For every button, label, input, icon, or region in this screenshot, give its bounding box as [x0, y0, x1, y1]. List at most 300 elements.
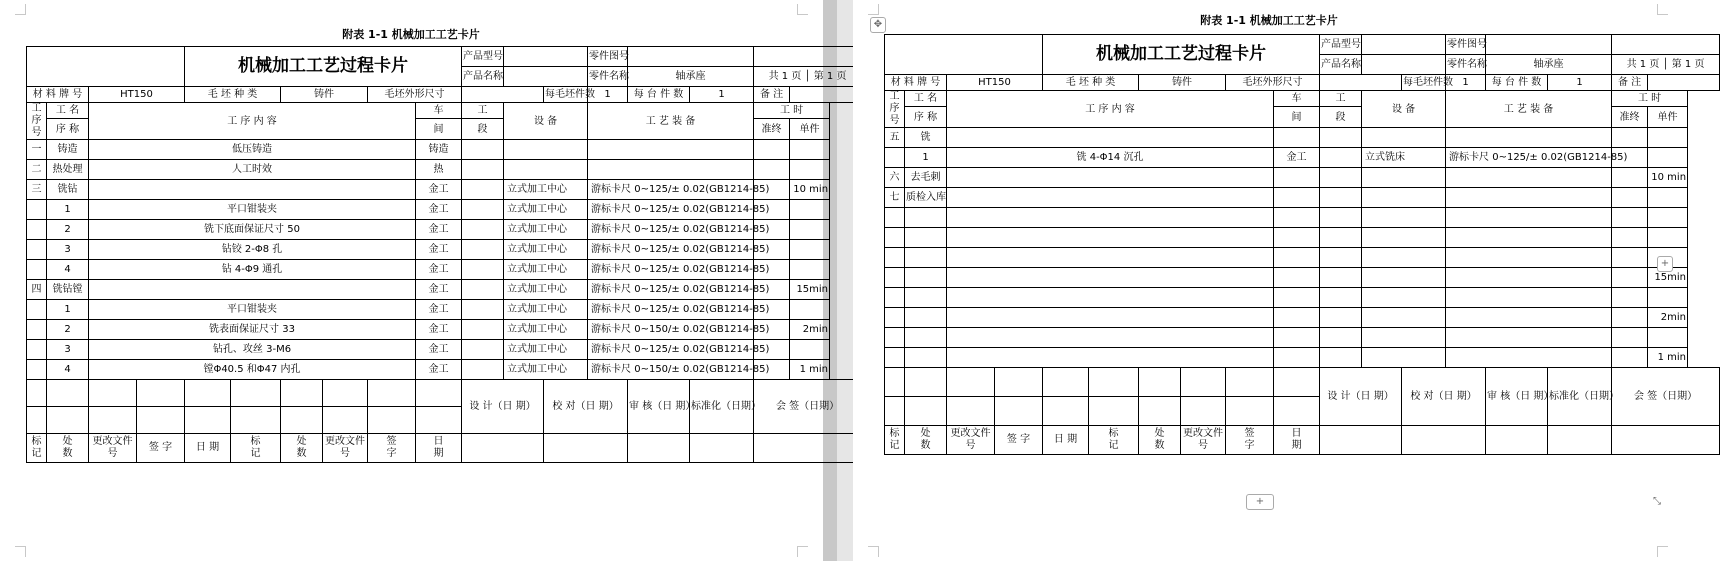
row-equipment[interactable] — [1362, 208, 1446, 228]
revision-blank-cell[interactable] — [1139, 368, 1181, 397]
blank-size-label[interactable]: 毛坯外形尺寸 — [1226, 75, 1320, 91]
row-name[interactable]: 1 — [47, 300, 89, 320]
row-name[interactable] — [905, 228, 947, 248]
row-equipment[interactable]: 立式加工中心 — [504, 260, 588, 280]
row-workshop[interactable] — [1274, 308, 1320, 328]
row-name[interactable] — [905, 308, 947, 328]
per-unit-label[interactable]: 每 台 件 数 — [628, 87, 690, 103]
row-content[interactable] — [947, 268, 1274, 288]
row-content[interactable]: 铣下底面保证尺寸 50 — [89, 220, 416, 240]
row-workshop[interactable] — [1274, 228, 1320, 248]
sign-standard-value[interactable] — [1548, 426, 1612, 455]
column-header-tooling[interactable]: 工 艺 装 备 — [588, 103, 754, 140]
row-workshop[interactable]: 铸造 — [416, 140, 462, 160]
sign-countersign-value[interactable] — [1612, 426, 1720, 455]
revision-blank-cell[interactable] — [47, 380, 89, 407]
row-seq[interactable] — [885, 268, 905, 288]
revision-blank-cell[interactable] — [185, 407, 231, 434]
sign-countersign-value[interactable] — [754, 434, 862, 463]
row-workshop[interactable]: 金工 — [416, 280, 462, 300]
row-section[interactable] — [1320, 268, 1362, 288]
row-seq[interactable] — [27, 200, 47, 220]
part-name-label[interactable]: 零件名称 — [588, 67, 628, 87]
row-section[interactable] — [462, 180, 504, 200]
row-equipment[interactable]: 立式加工中心 — [504, 220, 588, 240]
part-drawing-value[interactable] — [1486, 35, 1612, 55]
row-tooling[interactable] — [1446, 188, 1612, 208]
table-row[interactable] — [27, 140, 862, 160]
row-seq[interactable] — [885, 348, 905, 368]
row-tooling[interactable]: 游标卡尺 0~125/± 0.02(GB1214-85) — [588, 300, 754, 320]
row-tooling[interactable]: 游标卡尺 0~125/± 0.02(GB1214-85) — [588, 240, 754, 260]
row-seq[interactable] — [27, 240, 47, 260]
card-main-title[interactable]: 机械加工工艺过程卡片 — [1043, 35, 1320, 75]
row-seq[interactable]: 四 — [27, 280, 47, 300]
table-row[interactable] — [885, 308, 1720, 328]
column-header-workshop-bottom[interactable]: 间 — [1274, 107, 1320, 128]
row-content[interactable] — [947, 228, 1274, 248]
row-prep[interactable] — [1612, 268, 1648, 288]
sign-design[interactable]: 设 计（日 期） — [462, 380, 544, 434]
revision-blank-cell[interactable] — [368, 407, 416, 434]
footer-place-label[interactable]: 处 数 — [47, 434, 89, 463]
table-row[interactable] — [885, 328, 1720, 348]
blank-type-label[interactable]: 毛 坯 种 类 — [185, 87, 281, 103]
column-header-content[interactable]: 工 序 内 容 — [947, 91, 1274, 128]
row-workshop[interactable]: 金工 — [416, 180, 462, 200]
revision-blank-cell[interactable] — [27, 380, 47, 407]
row-tooling[interactable]: 游标卡尺 0~125/± 0.02(GB1214-85) — [588, 220, 754, 240]
row-section[interactable] — [1320, 128, 1362, 148]
footer-mark-label[interactable]: 标 记 — [27, 434, 47, 463]
product-name-value[interactable] — [504, 67, 588, 87]
row-unit[interactable] — [1648, 148, 1688, 168]
remark-value[interactable] — [790, 87, 862, 103]
column-header-prep[interactable]: 准终 — [754, 119, 790, 140]
row-tooling[interactable] — [1446, 168, 1612, 188]
table-row[interactable] — [27, 360, 862, 380]
row-tooling[interactable] — [1446, 208, 1612, 228]
row-section[interactable] — [1320, 288, 1362, 308]
row-equipment[interactable]: 立式加工中心 — [504, 280, 588, 300]
row-content[interactable]: 铣表面保证尺寸 33 — [89, 320, 416, 340]
row-content[interactable]: 铣 4-Φ14 沉孔 — [947, 148, 1274, 168]
row-tooling[interactable] — [1446, 308, 1612, 328]
column-header-prep[interactable]: 准终 — [1612, 107, 1648, 128]
row-prep[interactable] — [754, 160, 790, 180]
material-value[interactable]: HT150 — [89, 87, 185, 103]
remark-value[interactable] — [1648, 75, 1720, 91]
table-row[interactable] — [885, 288, 1720, 308]
revision-blank-cell[interactable] — [1226, 368, 1274, 397]
revision-blank-cell[interactable] — [905, 397, 947, 426]
per-unit-value[interactable]: 1 — [1548, 75, 1612, 91]
blank-type-label[interactable]: 毛 坯 种 类 — [1043, 75, 1139, 91]
sign-review-value[interactable] — [1486, 426, 1548, 455]
column-header-workshop-bottom[interactable]: 间 — [416, 119, 462, 140]
row-equipment[interactable] — [504, 160, 588, 180]
row-section[interactable] — [462, 200, 504, 220]
sign-standard-value[interactable] — [690, 434, 754, 463]
add-column-icon[interactable]: + — [1657, 256, 1673, 272]
row-prep[interactable] — [1612, 328, 1648, 348]
footer-doc-label[interactable]: 更改文件 号 — [947, 426, 995, 455]
row-section[interactable] — [1320, 248, 1362, 268]
row-workshop[interactable] — [1274, 188, 1320, 208]
footer-doc-label[interactable]: 更改文件 号 — [1181, 426, 1226, 455]
revision-blank-cell[interactable] — [1226, 397, 1274, 426]
row-section[interactable] — [1320, 148, 1362, 168]
table-row[interactable] — [885, 228, 1720, 248]
row-tooling[interactable] — [1446, 328, 1612, 348]
row-name[interactable]: 铣 — [905, 128, 947, 148]
sign-review[interactable]: 审 核（日 期） — [628, 380, 690, 434]
footer-sign2-label[interactable]: 签 字 — [368, 434, 416, 463]
row-equipment[interactable] — [1362, 168, 1446, 188]
sign-countersign[interactable]: 会 签（日期） — [754, 380, 862, 434]
blank-size-value[interactable] — [1320, 75, 1402, 91]
row-unit[interactable] — [1648, 228, 1688, 248]
product-model-label[interactable]: 产品型号 — [462, 47, 504, 67]
row-section[interactable] — [462, 360, 504, 380]
row-section[interactable] — [462, 300, 504, 320]
per-blank-value[interactable]: 1 — [1446, 75, 1486, 91]
row-content[interactable]: 平口钳装夹 — [89, 200, 416, 220]
row-equipment[interactable] — [504, 140, 588, 160]
revision-blank-cell[interactable] — [137, 380, 185, 407]
column-header-section-top[interactable]: 工 — [1320, 91, 1362, 107]
row-workshop[interactable] — [1274, 288, 1320, 308]
row-content[interactable] — [89, 280, 416, 300]
row-section[interactable] — [1320, 188, 1362, 208]
material-value[interactable]: HT150 — [947, 75, 1043, 91]
revision-blank-cell[interactable] — [1139, 397, 1181, 426]
row-name[interactable]: 热处理 — [47, 160, 89, 180]
part-drawing-extra[interactable] — [1612, 35, 1720, 55]
row-name[interactable] — [905, 208, 947, 228]
row-prep[interactable] — [1612, 288, 1648, 308]
row-seq[interactable]: 二 — [27, 160, 47, 180]
row-equipment[interactable] — [1362, 268, 1446, 288]
row-name[interactable] — [905, 288, 947, 308]
row-equipment[interactable]: 立式加工中心 — [504, 300, 588, 320]
column-header-section-bottom[interactable]: 段 — [1320, 107, 1362, 128]
row-section[interactable] — [462, 140, 504, 160]
sign-design[interactable]: 设 计（日 期） — [1320, 368, 1402, 426]
row-name[interactable]: 质检入库 — [905, 188, 947, 208]
revision-blank-cell[interactable] — [885, 368, 905, 397]
row-seq[interactable] — [27, 320, 47, 340]
row-unit[interactable]: 10 min — [790, 180, 830, 200]
revision-blank-cell[interactable] — [1181, 368, 1226, 397]
part-name-label[interactable]: 零件名称 — [1446, 55, 1486, 75]
table-row[interactable] — [885, 248, 1720, 268]
row-content[interactable] — [947, 328, 1274, 348]
table-move-handle-icon[interactable]: ✥ — [870, 17, 886, 33]
row-tooling[interactable]: 游标卡尺 0~125/± 0.02(GB1214-85) — [588, 340, 754, 360]
row-workshop[interactable]: 金工 — [416, 340, 462, 360]
row-name[interactable]: 4 — [47, 360, 89, 380]
row-seq[interactable] — [27, 300, 47, 320]
row-seq[interactable] — [885, 228, 905, 248]
row-tooling[interactable]: 游标卡尺 0~125/± 0.02(GB1214-85) — [588, 200, 754, 220]
revision-blank-cell[interactable] — [885, 397, 905, 426]
blank-type-value[interactable]: 铸件 — [1139, 75, 1226, 91]
row-section[interactable] — [1320, 208, 1362, 228]
revision-blank-cell[interactable] — [323, 407, 368, 434]
revision-blank-cell[interactable] — [185, 380, 231, 407]
table-row[interactable] — [27, 280, 862, 300]
row-workshop[interactable] — [1274, 248, 1320, 268]
revision-blank-cell[interactable] — [1089, 397, 1139, 426]
row-prep[interactable] — [754, 140, 790, 160]
column-header-workshop-top[interactable]: 车 — [416, 103, 462, 119]
revision-blank-cell[interactable] — [231, 380, 281, 407]
row-section[interactable] — [462, 220, 504, 240]
row-content[interactable]: 镗Φ40.5 和Φ47 内孔 — [89, 360, 416, 380]
column-header-equipment[interactable]: 设 备 — [1362, 91, 1446, 128]
blank-type-value[interactable]: 铸件 — [281, 87, 368, 103]
row-name[interactable]: 1 — [905, 148, 947, 168]
row-equipment[interactable] — [1362, 228, 1446, 248]
part-drawing-extra[interactable] — [754, 47, 862, 67]
revision-blank-cell[interactable] — [995, 397, 1043, 426]
revision-blank-cell[interactable] — [323, 380, 368, 407]
row-section[interactable] — [1320, 308, 1362, 328]
row-unit[interactable] — [1648, 328, 1688, 348]
row-seq[interactable] — [885, 208, 905, 228]
row-equipment[interactable] — [1362, 188, 1446, 208]
product-name-value[interactable] — [1362, 55, 1446, 75]
logo-area-cell[interactable] — [27, 47, 185, 87]
row-unit[interactable] — [790, 300, 830, 320]
row-tooling[interactable] — [1446, 228, 1612, 248]
revision-blank-cell[interactable] — [416, 380, 462, 407]
table-row[interactable] — [27, 240, 862, 260]
page-count-cell[interactable]: 共 1 页 │ 第 1 页 — [754, 67, 862, 87]
row-section[interactable] — [1320, 228, 1362, 248]
row-equipment[interactable]: 立式加工中心 — [504, 180, 588, 200]
row-seq[interactable] — [885, 288, 905, 308]
footer-place-label[interactable]: 处 数 — [905, 426, 947, 455]
part-drawing-label[interactable]: 零件图号 — [1446, 35, 1486, 55]
table-resize-handle-icon[interactable]: ⤡ — [1650, 495, 1664, 509]
per-unit-value[interactable]: 1 — [690, 87, 754, 103]
revision-blank-cell[interactable] — [1043, 368, 1089, 397]
table-row[interactable] — [27, 320, 862, 340]
revision-blank-cell[interactable] — [231, 407, 281, 434]
row-workshop[interactable] — [1274, 328, 1320, 348]
row-content[interactable] — [947, 168, 1274, 188]
row-content[interactable]: 低压铸造 — [89, 140, 416, 160]
remark-label[interactable]: 备 注 — [754, 87, 790, 103]
part-drawing-value[interactable] — [628, 47, 754, 67]
row-prep[interactable] — [1612, 308, 1648, 328]
product-name-label[interactable]: 产品名称 — [1320, 55, 1362, 75]
column-header-name-top[interactable]: 工 名 — [47, 103, 89, 119]
footer-mark-label[interactable]: 标 记 — [231, 434, 281, 463]
table-row[interactable] — [885, 168, 1720, 188]
blank-size-value[interactable] — [462, 87, 544, 103]
revision-blank-cell[interactable] — [281, 407, 323, 434]
revision-blank-cell[interactable] — [1089, 368, 1139, 397]
row-unit[interactable]: 15min — [1648, 268, 1688, 288]
table-row[interactable] — [885, 148, 1720, 168]
part-name-value[interactable]: 轴承座 — [1486, 55, 1612, 75]
row-content[interactable] — [89, 180, 416, 200]
row-unit[interactable] — [790, 240, 830, 260]
row-equipment[interactable] — [1362, 308, 1446, 328]
row-name[interactable]: 铸造 — [47, 140, 89, 160]
row-workshop[interactable]: 金工 — [416, 240, 462, 260]
footer-date-label[interactable]: 日 期 — [185, 434, 231, 463]
row-seq[interactable]: 六 — [885, 168, 905, 188]
sign-countersign[interactable]: 会 签（日期） — [1612, 368, 1720, 426]
row-prep[interactable] — [1612, 188, 1648, 208]
row-workshop[interactable]: 金工 — [1274, 148, 1320, 168]
product-name-label[interactable]: 产品名称 — [462, 67, 504, 87]
row-equipment[interactable]: 立式铣床 — [1362, 148, 1446, 168]
row-prep[interactable] — [1612, 228, 1648, 248]
row-content[interactable] — [947, 348, 1274, 368]
footer-sign-label[interactable]: 签 字 — [137, 434, 185, 463]
row-unit[interactable] — [1648, 128, 1688, 148]
row-workshop[interactable] — [1274, 168, 1320, 188]
footer-sign-label[interactable]: 签 字 — [995, 426, 1043, 455]
revision-blank-cell[interactable] — [89, 407, 137, 434]
revision-blank-cell[interactable] — [1274, 368, 1320, 397]
row-workshop[interactable] — [1274, 128, 1320, 148]
row-workshop[interactable]: 金工 — [416, 360, 462, 380]
row-section[interactable] — [462, 340, 504, 360]
row-seq[interactable] — [885, 148, 905, 168]
row-section[interactable] — [1320, 328, 1362, 348]
row-tooling[interactable] — [1446, 248, 1612, 268]
row-workshop[interactable]: 热 — [416, 160, 462, 180]
row-tooling[interactable]: 游标卡尺 0~150/± 0.02(GB1214-85) — [588, 320, 754, 340]
column-header-content[interactable]: 工 序 内 容 — [89, 103, 416, 140]
row-content[interactable] — [947, 128, 1274, 148]
remark-label[interactable]: 备 注 — [1612, 75, 1648, 91]
row-unit[interactable]: 1 min — [790, 360, 830, 380]
column-header-seq[interactable] — [885, 91, 905, 128]
table-row[interactable] — [885, 128, 1720, 148]
revision-blank-cell[interactable] — [416, 407, 462, 434]
row-tooling[interactable] — [1446, 128, 1612, 148]
per-unit-label[interactable]: 每 台 件 数 — [1486, 75, 1548, 91]
table-row[interactable] — [885, 268, 1720, 288]
row-tooling[interactable]: 游标卡尺 0~125/± 0.02(GB1214-85) — [588, 260, 754, 280]
part-drawing-label[interactable]: 零件图号 — [588, 47, 628, 67]
row-seq[interactable] — [27, 360, 47, 380]
row-name[interactable]: 去毛刺 — [905, 168, 947, 188]
revision-blank-cell[interactable] — [905, 368, 947, 397]
sign-review[interactable]: 审 核（日 期） — [1486, 368, 1548, 426]
row-equipment[interactable] — [1362, 128, 1446, 148]
row-workshop[interactable]: 金工 — [416, 220, 462, 240]
product-model-value[interactable] — [1362, 35, 1446, 55]
row-section[interactable] — [462, 320, 504, 340]
row-name[interactable]: 铣钻镗 — [47, 280, 89, 300]
revision-blank-cell[interactable] — [995, 368, 1043, 397]
footer-doc-label[interactable]: 更改文件 号 — [89, 434, 137, 463]
row-tooling[interactable] — [1446, 348, 1612, 368]
row-name[interactable]: 1 — [47, 200, 89, 220]
row-content[interactable]: 人工时效 — [89, 160, 416, 180]
row-unit[interactable] — [790, 220, 830, 240]
row-tooling[interactable]: 游标卡尺 0~125/± 0.02(GB1214-85) — [588, 280, 754, 300]
row-unit[interactable] — [790, 260, 830, 280]
row-content[interactable] — [947, 208, 1274, 228]
footer-mark-label[interactable]: 标 记 — [885, 426, 905, 455]
per-blank-label[interactable]: 每毛坯件数 — [544, 87, 588, 103]
row-unit[interactable] — [1648, 288, 1688, 308]
row-content[interactable]: 钻铰 2-Φ8 孔 — [89, 240, 416, 260]
footer-place-label[interactable]: 处 数 — [281, 434, 323, 463]
sign-standard[interactable]: 标准化（日期） — [1548, 368, 1612, 426]
revision-blank-cell[interactable] — [27, 407, 47, 434]
row-name[interactable]: 铣钻 — [47, 180, 89, 200]
revision-blank-cell[interactable] — [137, 407, 185, 434]
product-model-label[interactable]: 产品型号 — [1320, 35, 1362, 55]
sign-standard[interactable]: 标准化（日期） — [690, 380, 754, 434]
column-header-tooling[interactable]: 工 艺 装 备 — [1446, 91, 1612, 128]
revision-blank-cell[interactable] — [89, 380, 137, 407]
revision-blank-cell[interactable] — [947, 397, 995, 426]
revision-blank-cell[interactable] — [947, 368, 995, 397]
footer-doc-label[interactable]: 更改文件 号 — [323, 434, 368, 463]
column-header-time[interactable]: 工 时 — [1612, 91, 1688, 107]
row-section[interactable] — [1320, 168, 1362, 188]
sign-design-value[interactable] — [1320, 426, 1402, 455]
footer-date2-label[interactable]: 日 期 — [1274, 426, 1320, 455]
table-row[interactable] — [27, 260, 862, 280]
column-header-seq[interactable] — [27, 103, 47, 140]
row-unit[interactable] — [1648, 208, 1688, 228]
row-unit[interactable] — [790, 340, 830, 360]
sign-check[interactable]: 校 对（日 期） — [1402, 368, 1486, 426]
row-unit[interactable] — [1648, 188, 1688, 208]
table-row[interactable] — [27, 300, 862, 320]
row-tooling[interactable] — [1446, 268, 1612, 288]
row-equipment[interactable]: 立式加工中心 — [504, 200, 588, 220]
revision-blank-cell[interactable] — [368, 380, 416, 407]
row-section[interactable] — [462, 240, 504, 260]
table-row[interactable] — [885, 208, 1720, 228]
row-name[interactable] — [905, 328, 947, 348]
sign-design-value[interactable] — [462, 434, 544, 463]
row-content[interactable] — [947, 308, 1274, 328]
table-row[interactable] — [27, 220, 862, 240]
blank-size-label[interactable]: 毛坯外形尺寸 — [368, 87, 462, 103]
row-section[interactable] — [1320, 348, 1362, 368]
column-header-section-top[interactable]: 工 — [462, 103, 504, 119]
row-seq[interactable]: 七 — [885, 188, 905, 208]
row-prep[interactable] — [1612, 348, 1648, 368]
row-seq[interactable] — [27, 260, 47, 280]
column-header-unit[interactable]: 单件 — [790, 119, 830, 140]
per-blank-label[interactable]: 每毛坯件数 — [1402, 75, 1446, 91]
footer-date2-label[interactable]: 日 期 — [416, 434, 462, 463]
revision-blank-cell[interactable] — [1181, 397, 1226, 426]
sign-review-value[interactable] — [628, 434, 690, 463]
row-unit[interactable]: 2min — [1648, 308, 1688, 328]
row-content[interactable] — [947, 288, 1274, 308]
row-seq[interactable] — [885, 308, 905, 328]
column-header-workshop-top[interactable]: 车 — [1274, 91, 1320, 107]
logo-area-cell[interactable] — [885, 35, 1043, 75]
row-workshop[interactable]: 金工 — [416, 320, 462, 340]
